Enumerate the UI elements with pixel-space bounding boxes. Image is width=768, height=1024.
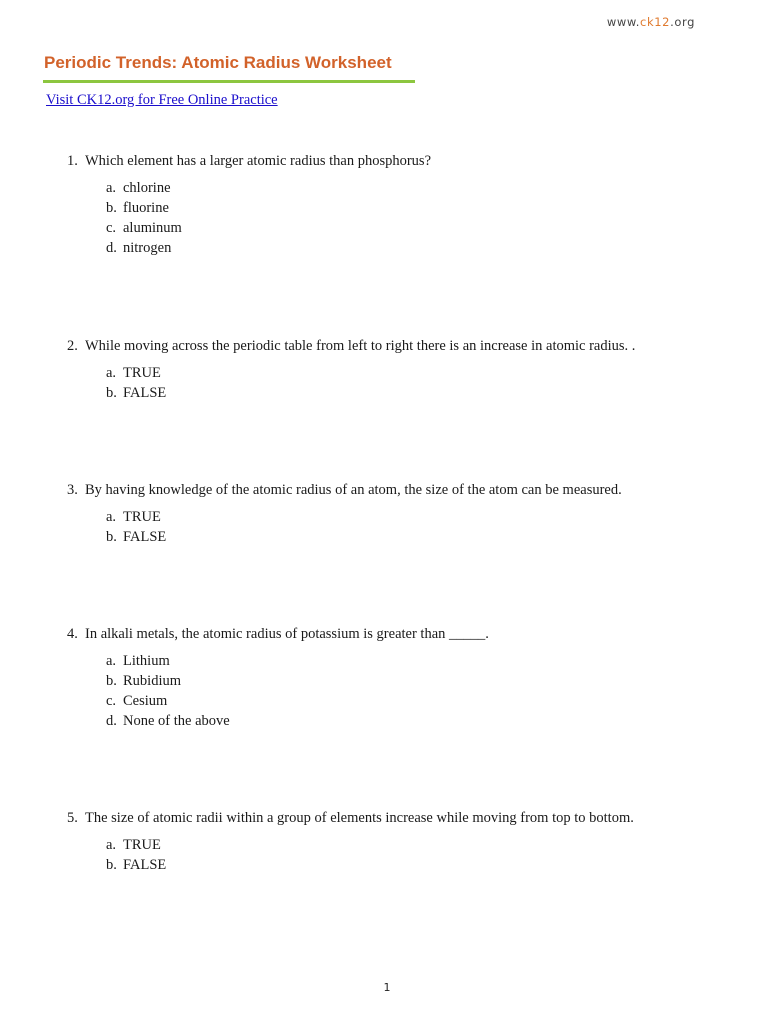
option-text: TRUE [123, 509, 161, 525]
question-4 [67, 626, 489, 731]
option-c [106, 691, 489, 711]
option-letter: a. [106, 653, 117, 669]
option-letter: c. [106, 220, 117, 236]
question-number: 2. [67, 338, 78, 354]
option-letter: d. [106, 713, 117, 729]
option-text: Rubidium [123, 673, 182, 689]
question-5 [67, 810, 634, 875]
question-text: The size of atomic radii within a group of elements increase while moving from top to bottom. [85, 810, 634, 826]
question-text: Which element has a larger atomic radius than phosphorus? [85, 153, 432, 169]
option-d [106, 711, 489, 731]
option-letter: b. [106, 529, 117, 545]
option-letter: a. [106, 180, 117, 196]
option-a [106, 507, 622, 527]
question-1 [67, 153, 431, 258]
question-number: 3. [67, 482, 78, 498]
option-b [106, 855, 634, 875]
option-b [106, 198, 431, 218]
option-list [106, 835, 634, 875]
option-letter: a. [106, 509, 117, 525]
question-2 [67, 338, 635, 403]
title-underline [43, 80, 415, 83]
option-c [106, 218, 431, 238]
option-list [106, 651, 489, 731]
worksheet-title: Periodic Trends: Atomic Radius Worksheet [44, 53, 392, 72]
option-text: aluminum [123, 220, 182, 236]
option-text: Lithium [123, 653, 170, 669]
option-text: FALSE [123, 385, 167, 401]
option-text: TRUE [123, 365, 161, 381]
option-a [106, 835, 634, 855]
option-b [106, 671, 489, 691]
question-3 [67, 482, 622, 547]
option-text: nitrogen [123, 240, 172, 256]
option-text: FALSE [123, 529, 167, 545]
option-a [106, 363, 635, 383]
site-suffix: .org [670, 15, 695, 29]
option-list [106, 507, 622, 547]
option-text: None of the above [123, 713, 230, 729]
option-letter: a. [106, 837, 117, 853]
option-letter: b. [106, 200, 117, 216]
option-list [106, 363, 635, 403]
option-letter: b. [106, 857, 117, 873]
practice-link[interactable]: Visit CK12.org for Free Online Practice [46, 92, 278, 108]
option-letter: b. [106, 673, 117, 689]
page-number: 1 [383, 981, 391, 994]
question-number: 4. [67, 626, 78, 642]
option-letter: b. [106, 385, 117, 401]
question-text: While moving across the periodic table from left to right there is an increase in atomic radius. . [85, 338, 636, 354]
option-text: TRUE [123, 837, 161, 853]
site-url [607, 15, 695, 29]
option-a [106, 178, 431, 198]
question-number: 1. [67, 153, 78, 169]
question-number: 5. [67, 810, 78, 826]
option-letter: c. [106, 693, 117, 709]
option-text: chlorine [123, 180, 171, 196]
option-text: FALSE [123, 857, 167, 873]
option-text: fluorine [123, 200, 169, 216]
question-text: In alkali metals, the atomic radius of potassium is greater than _____. [85, 626, 489, 642]
question-text: By having knowledge of the atomic radius of an atom, the size of the atom can be measured. [85, 482, 622, 498]
option-text: Cesium [123, 693, 168, 709]
option-d [106, 238, 431, 258]
option-list [106, 178, 431, 258]
option-letter: a. [106, 365, 117, 381]
site-prefix: www. [606, 15, 641, 29]
option-letter: d. [106, 240, 117, 256]
option-b [106, 383, 635, 403]
option-b [106, 527, 622, 547]
option-a [106, 651, 489, 671]
site-brand: ck12 [640, 15, 671, 29]
